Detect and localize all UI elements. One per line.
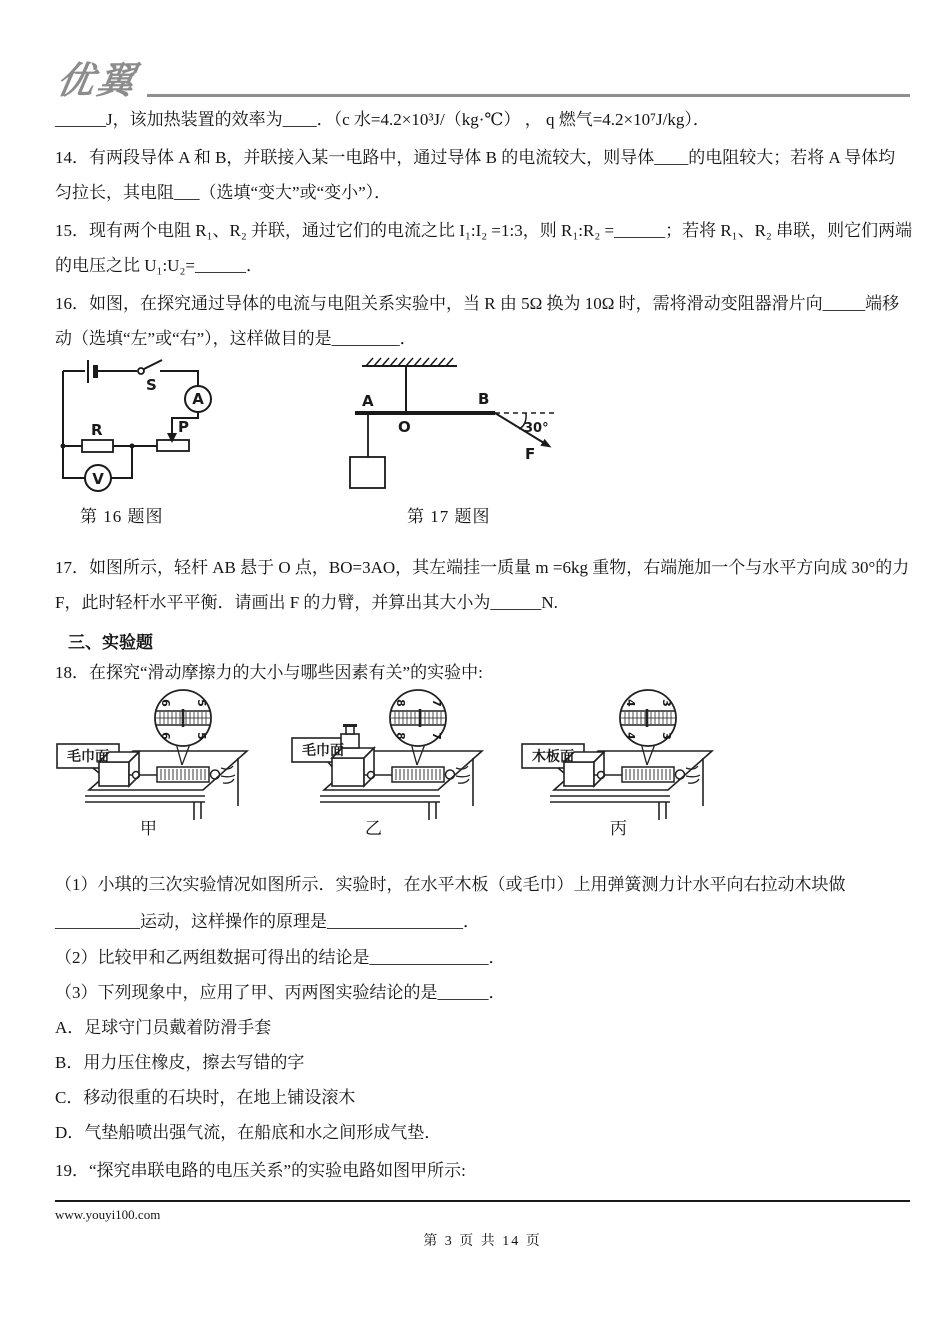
dial-digit: 6 bbox=[159, 699, 172, 707]
experiment-setup-jia bbox=[55, 688, 300, 822]
dial-digit: 4 bbox=[624, 699, 637, 707]
wire bbox=[111, 446, 132, 478]
dial-digit: 4 bbox=[624, 732, 637, 740]
force-f-label: F bbox=[525, 445, 536, 463]
q18-option-d: D．气垫船喷出强气流，在船底和水之间形成气垫． bbox=[55, 1123, 442, 1142]
q18-part3: （3）下列现象中，应用了甲、丙两图实验结论的是______． bbox=[55, 983, 506, 1002]
question-14-line-1: 14．有两段导体 A 和 B，并联接入某一电路中，通过导体 B 的电流较大，则导体____的电阻较大；若将 A 导体均 bbox=[55, 148, 896, 167]
point-o-label: O bbox=[398, 418, 411, 436]
dial-digit: 8 bbox=[394, 699, 407, 707]
dial-digit: 3 bbox=[660, 732, 673, 740]
slider-label: P bbox=[178, 418, 189, 436]
scale-pull-ring bbox=[211, 770, 220, 779]
force-arrowhead bbox=[540, 439, 551, 448]
table-apron bbox=[550, 796, 670, 802]
lever-diagram bbox=[340, 356, 570, 506]
experiment-setup-bing bbox=[520, 688, 765, 822]
footer-url: www.youyi100.com bbox=[55, 1207, 161, 1222]
table-apron bbox=[320, 796, 440, 802]
circuit-diagram bbox=[48, 356, 278, 516]
question-16-line-1: 16．如图，在探究通过导体的电流与电阻关系实验中，当 R 由 5Ω 换为 10Ω 时，需将滑动变阻器滑片向_____端移 bbox=[55, 294, 900, 313]
ammeter-label: A bbox=[192, 390, 204, 408]
q18-option-c: C．移动很重的石块时，在地上铺设滚木 bbox=[55, 1088, 356, 1107]
dial-digit: 5 bbox=[195, 732, 208, 740]
q18-part2: （2）比较甲和乙两组数据可得出的结论是______________． bbox=[55, 948, 506, 967]
q18-option-b: B．用力压住橡皮，擦去写错的字 bbox=[55, 1053, 305, 1072]
dial-digit: 5 bbox=[195, 699, 208, 707]
question-13-tail: ______J，该加热装置的效率为____．（c 水=4.2×10³J/（kg·℃） ， q 燃气=4.2×10⁷J/kg）． bbox=[55, 110, 710, 129]
page-footer bbox=[55, 1200, 910, 1250]
q18-part1-line-1: （1）小琪的三次实验情况如图所示．实验时，在水平木板（或毛巾）上用弹簧测力计水平向右拉动木块做 bbox=[55, 875, 846, 894]
dial-digit: 3 bbox=[660, 699, 673, 707]
switch-label: S bbox=[146, 376, 157, 394]
resistor-label: R bbox=[91, 421, 103, 439]
switch-pivot bbox=[138, 368, 144, 374]
hand-strokes bbox=[221, 766, 235, 783]
junction-dot bbox=[130, 444, 135, 449]
weight-neck bbox=[346, 726, 354, 734]
scale-ticks bbox=[626, 769, 670, 780]
experiment-setup-yi bbox=[290, 688, 535, 822]
dial-digit: 7 bbox=[430, 732, 443, 740]
scale-ticks bbox=[396, 769, 440, 780]
caption-bing: 丙 bbox=[610, 819, 627, 838]
section-3-heading: 三、实验题 bbox=[68, 633, 153, 652]
question-18-intro: 18．在探究“滑动摩擦力的大小与哪些因素有关”的实验中: bbox=[55, 663, 483, 682]
dial-digit: 7 bbox=[430, 699, 443, 707]
surface-label-bing: 木板面 bbox=[532, 750, 574, 765]
brand-logo: 优翼 bbox=[53, 61, 141, 102]
footer-page-info: 第 3 页 共 14 页 bbox=[423, 1234, 542, 1249]
question-15-line-2: 的电压之比 U₁:U₂=______． bbox=[55, 256, 263, 275]
wire bbox=[160, 371, 198, 386]
rheostat-box bbox=[157, 440, 189, 451]
scale-pull-ring bbox=[676, 770, 685, 779]
weight-box bbox=[350, 457, 385, 488]
angle-value-label: 30° bbox=[524, 421, 549, 436]
question-16-line-2: 动（选填“左”或“右”），这样做目的是________． bbox=[55, 329, 417, 348]
slider-arrowhead bbox=[167, 433, 177, 443]
resistor-box bbox=[82, 440, 113, 452]
block-front bbox=[564, 762, 594, 786]
junction-dot bbox=[61, 444, 66, 449]
surface-label-jia: 毛巾面 bbox=[67, 750, 109, 765]
question-14-line-2: 匀拉长，其电阻___（选填“变大”或“变小”）． bbox=[55, 183, 392, 202]
voltmeter-label: V bbox=[92, 470, 104, 488]
figure-17-caption: 第 17 题图 bbox=[407, 507, 491, 526]
question-15-line-1: 15．现有两个电阻 R₁、R₂ 并联，通过它们的电流之比 I₁:I₂ =1:3，则 R₁:R₂ =______；若将 R₁、R₂ 串联，则它们两端 bbox=[55, 221, 913, 240]
surface-label-yi: 毛巾面 bbox=[302, 744, 344, 759]
question-17-line-2: F，此时轻杆水平平衡．请画出 F 的力臂，并算出其大小为______N. bbox=[55, 593, 558, 612]
figures-row-q16-q17 bbox=[55, 356, 910, 524]
point-a-label: A bbox=[362, 392, 374, 410]
q18-part1-line-2: __________运动，这样操作的原理是________________． bbox=[55, 912, 480, 931]
point-b-label: B bbox=[478, 390, 490, 408]
q18-option-a: A．足球守门员戴着防滑手套 bbox=[55, 1018, 272, 1037]
figure-16-caption: 第 16 题图 bbox=[80, 507, 164, 526]
switch-blade bbox=[144, 360, 162, 369]
friction-experiment-figures bbox=[55, 688, 910, 846]
page-header bbox=[55, 52, 910, 100]
block-front bbox=[99, 762, 129, 786]
scale-pull-ring bbox=[446, 770, 455, 779]
dial-digit: 8 bbox=[394, 732, 407, 740]
table-apron bbox=[85, 796, 205, 802]
block-front bbox=[332, 758, 364, 786]
hand-strokes bbox=[456, 766, 470, 783]
ceiling-hatching bbox=[366, 358, 453, 366]
hand-strokes bbox=[686, 766, 700, 783]
header-rule bbox=[147, 94, 910, 97]
question-19-intro: 19．“探究串联电路的电压关系”的实验电路如图甲所示: bbox=[55, 1161, 466, 1180]
scale-ticks bbox=[161, 769, 205, 780]
question-17-line-1: 17．如图所示，轻杆 AB 悬于 O 点，BO=3AO，其左端挂一质量 m =6kg 重物，右端施加一个与水平方向成 30°的力 bbox=[55, 558, 910, 577]
dial-digit: 6 bbox=[159, 732, 172, 740]
caption-yi: 乙 bbox=[365, 819, 382, 838]
caption-jia: 甲 bbox=[140, 819, 157, 838]
